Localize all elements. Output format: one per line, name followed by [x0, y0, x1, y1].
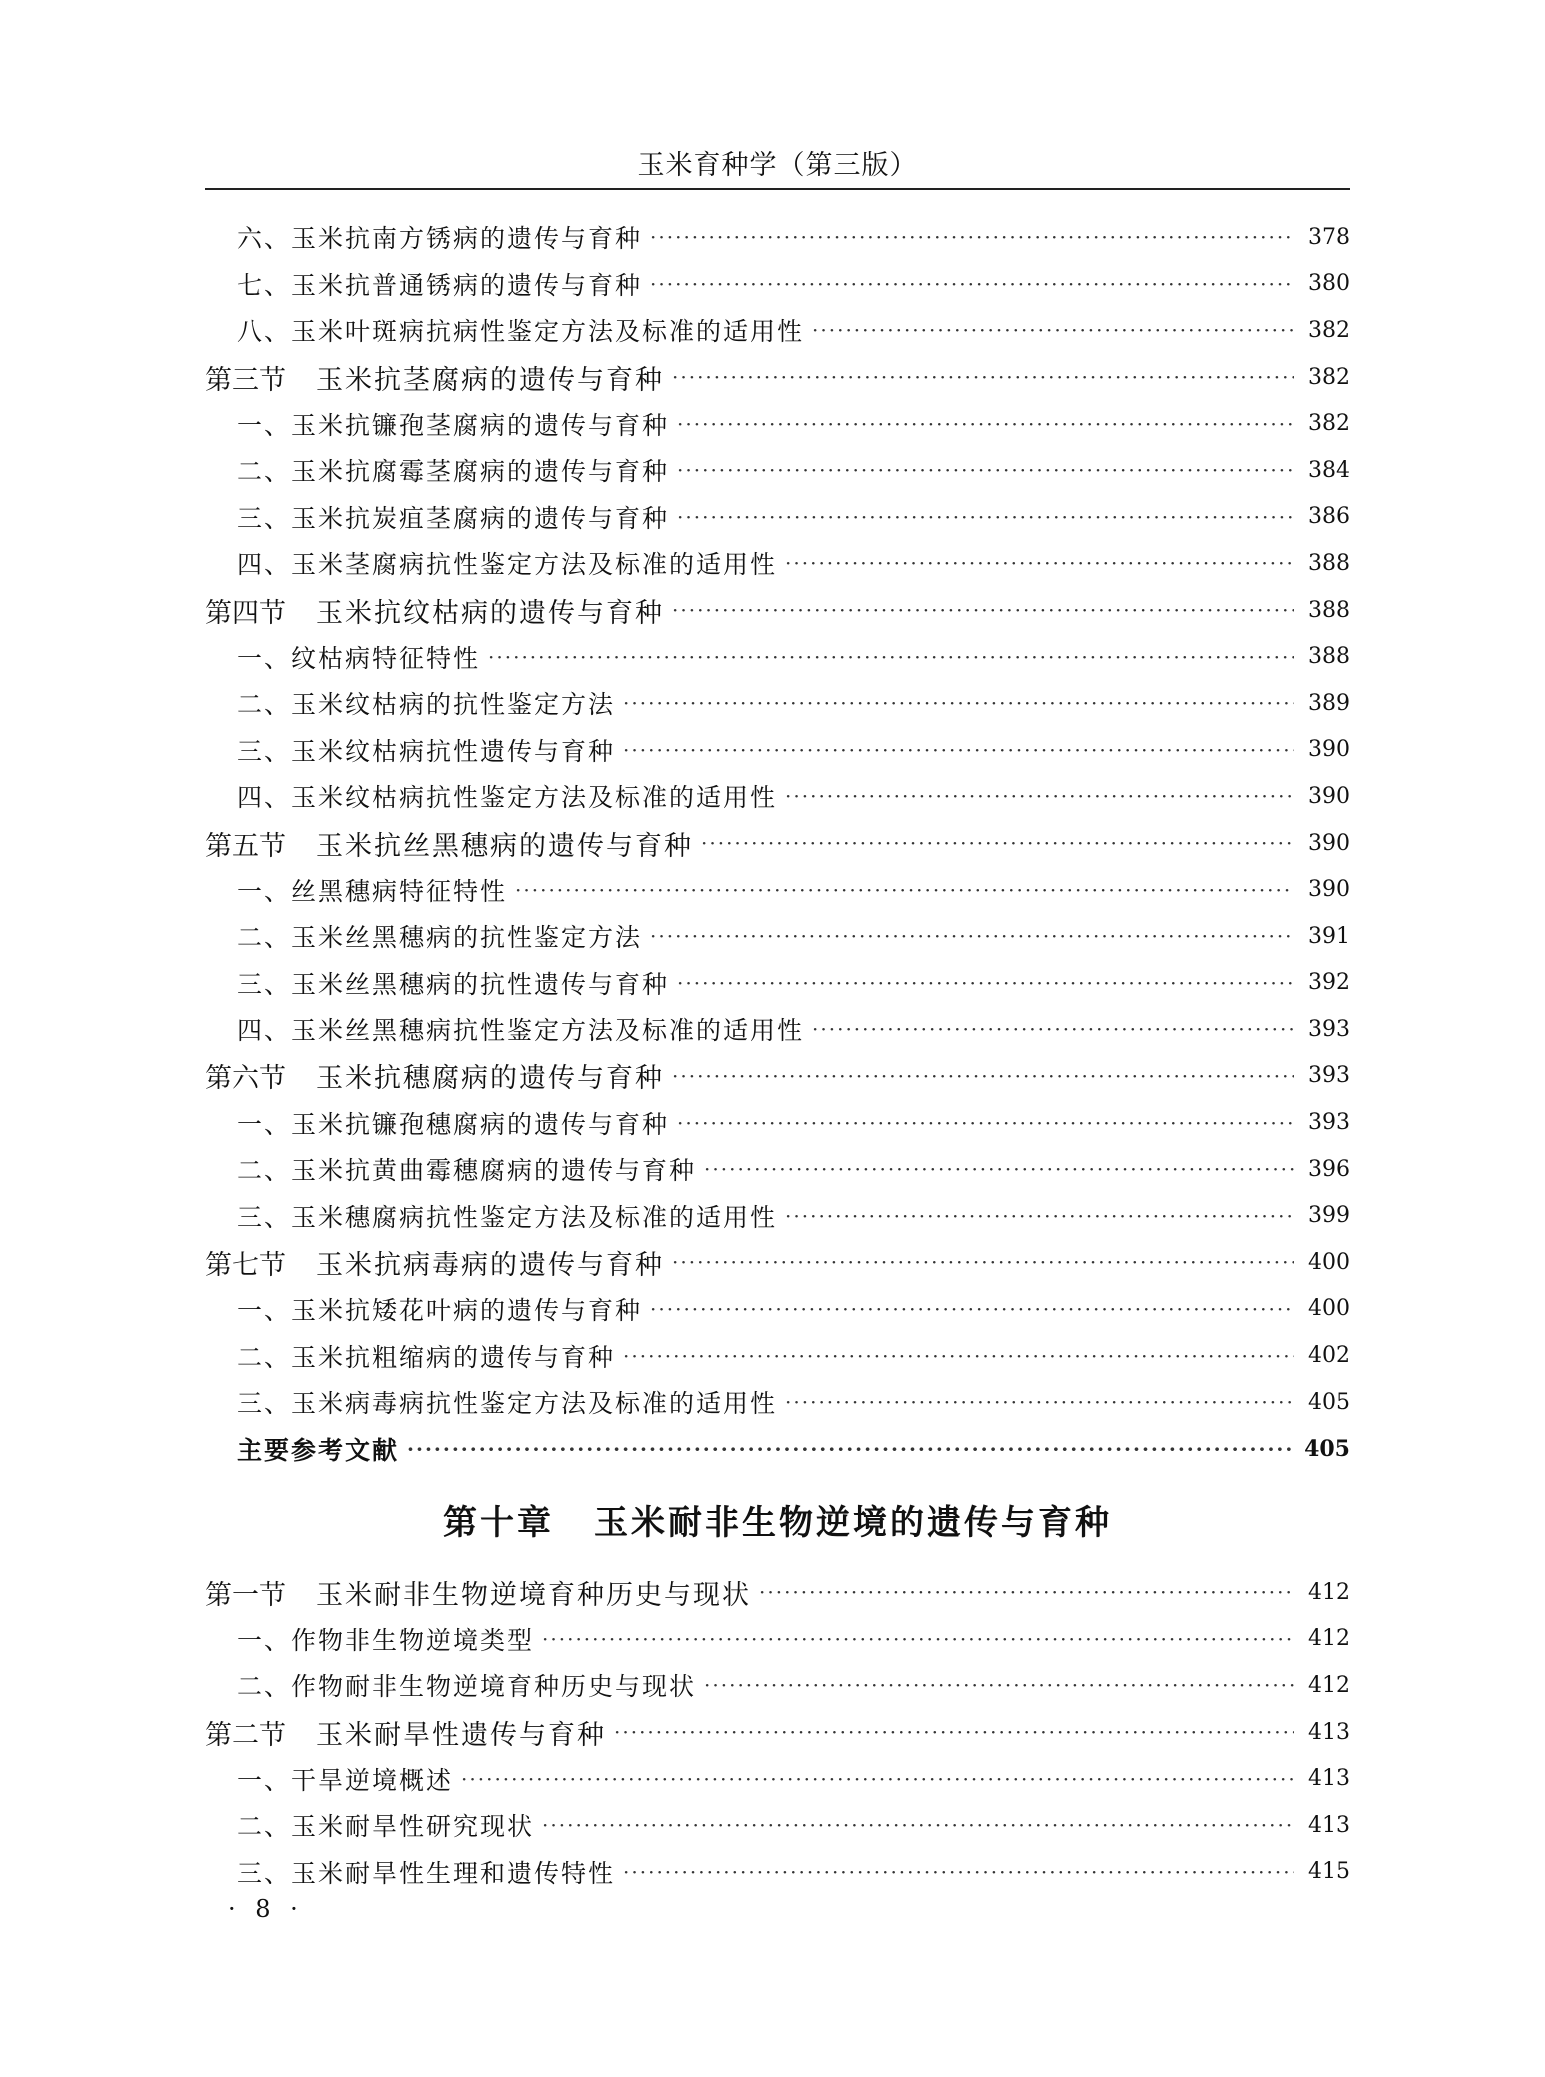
toc-entry-row [205, 1286, 1350, 1333]
toc-entry-title [237, 778, 777, 814]
toc-entry-text: 三、玉米耐旱性生理和遗传特性 [237, 1858, 616, 1888]
dot-leader [704, 1673, 1294, 1697]
toc-entry-title [237, 452, 669, 488]
toc-section-number: 第六节 [205, 1063, 286, 1095]
toc-entry-row [205, 261, 1350, 308]
toc-page-number: 413 [1308, 1719, 1350, 1745]
toc-entry-title [237, 1807, 534, 1843]
toc-entry-text: 三、玉米纹枯病抗性遗传与育种 [237, 736, 616, 766]
toc-entry-title [237, 1431, 399, 1467]
dot-leader [785, 1204, 1294, 1228]
dot-leader [672, 1064, 1294, 1088]
dot-leader [785, 551, 1294, 575]
toc-entry-text: 三、玉米病毒病抗性鉴定方法及标准的适用性 [237, 1389, 778, 1419]
toc-entry-row [205, 1192, 1350, 1239]
toc-page-number: 388 [1308, 550, 1350, 576]
toc-entry-text: 玉米抗纹枯病的遗传与育种 [316, 597, 664, 629]
toc-entry-title [237, 918, 642, 954]
toc-entry-row [205, 494, 1350, 541]
toc-page-number: 389 [1308, 690, 1350, 716]
toc-entry-row [205, 214, 1350, 261]
dot-leader [677, 458, 1294, 482]
toc-entry-row [205, 1006, 1350, 1053]
toc-entry-title [205, 1056, 664, 1095]
toc-entry-row [205, 1379, 1350, 1426]
toc-entry-title [205, 824, 693, 863]
toc-entry-row [205, 1802, 1350, 1849]
toc-page-number: 382 [1308, 317, 1350, 343]
toc-page-number: 413 [1308, 1766, 1350, 1792]
toc-entry-text: 玉米抗茎腐病的遗传与育种 [316, 364, 664, 396]
toc-page-number: 405 [1304, 1435, 1350, 1462]
dot-leader [672, 1250, 1294, 1274]
toc-section-number: 第三节 [205, 364, 286, 396]
toc-list-lower [205, 1569, 1350, 1895]
dot-leader [515, 878, 1294, 902]
toc-entry-row [205, 773, 1350, 820]
toc-page-number: 393 [1308, 1016, 1350, 1042]
toc-section-row [205, 1569, 1350, 1616]
toc-section-row [205, 820, 1350, 867]
toc-entry-row [205, 1849, 1350, 1896]
toc-page-number: 388 [1308, 597, 1350, 623]
toc-entry-text: 二、玉米丝黑穗病的抗性鉴定方法 [237, 923, 643, 953]
dot-leader [677, 412, 1294, 436]
toc-page-number: 382 [1308, 411, 1350, 437]
toc-entry-text: 一、玉米抗矮花叶病的遗传与育种 [237, 1295, 643, 1325]
toc-entry-row [205, 1332, 1350, 1379]
toc-entry-title [237, 1621, 534, 1657]
toc-entry-title [237, 1105, 669, 1141]
dot-leader [650, 225, 1294, 249]
dot-leader [672, 365, 1294, 389]
toc-entry-row [205, 680, 1350, 727]
toc-entry-row [205, 1146, 1350, 1193]
toc-entry-text: 玉米抗丝黑穗病的遗传与育种 [316, 830, 693, 862]
toc-entry-text: 二、玉米抗黄曲霉穗腐病的遗传与育种 [237, 1156, 697, 1186]
toc-entry-text: 二、作物耐非生物逆境育种历史与现状 [237, 1672, 697, 1702]
toc-entry-text: 玉米抗病毒病的遗传与育种 [316, 1249, 664, 1281]
toc-entry-title [237, 1011, 804, 1047]
toc-entry-text: 二、玉米纹枯病的抗性鉴定方法 [237, 690, 616, 720]
toc-entry-title [237, 406, 669, 442]
dot-leader [672, 598, 1294, 622]
toc-entry-row [205, 400, 1350, 447]
toc-section-row [205, 354, 1350, 401]
toc-entry-text: 四、玉米茎腐病抗性鉴定方法及标准的适用性 [237, 550, 778, 580]
toc-entry-text: 六、玉米抗南方锈病的遗传与育种 [237, 224, 643, 254]
dot-leader [812, 318, 1294, 342]
toc-entry-title [237, 219, 642, 255]
toc-entry-title [237, 1667, 696, 1703]
toc-entry-row [205, 307, 1350, 354]
toc-list-upper [205, 214, 1350, 1472]
toc-entry-title [237, 1854, 615, 1890]
toc-section-row [205, 587, 1350, 634]
dot-leader [650, 924, 1294, 948]
toc-page-number: 388 [1308, 644, 1350, 670]
toc-entry-title [237, 312, 804, 348]
toc-entry-title [237, 266, 642, 302]
toc-entry-text: 七、玉米抗普通锈病的遗传与育种 [237, 270, 643, 300]
toc-entry-text: 一、纹枯病特征特性 [237, 643, 481, 673]
toc-page-number: 384 [1308, 457, 1350, 483]
toc-section-number: 第七节 [205, 1249, 286, 1281]
toc-entry-text: 一、作物非生物逆境类型 [237, 1625, 535, 1655]
toc-entry-text: 一、玉米抗镰孢穗腐病的遗传与育种 [237, 1109, 670, 1139]
dot-leader [785, 1390, 1294, 1414]
toc-section-row [205, 1239, 1350, 1286]
toc-entry-row [205, 727, 1350, 774]
toc-entry-title [237, 1198, 777, 1234]
dot-leader [701, 831, 1294, 855]
dot-leader [785, 784, 1294, 808]
dot-leader [461, 1767, 1294, 1791]
dot-leader [407, 1437, 1294, 1461]
toc-page-number: 390 [1308, 737, 1350, 763]
toc-entry-text: 三、玉米穗腐病抗性鉴定方法及标准的适用性 [237, 1202, 778, 1232]
dot-leader [677, 971, 1294, 995]
toc-page-number: 400 [1308, 1296, 1350, 1322]
toc-entry-title [237, 872, 507, 908]
toc-entry-text: 三、玉米抗炭疽茎腐病的遗传与育种 [237, 503, 670, 533]
toc-page-number: 402 [1308, 1343, 1350, 1369]
dot-leader [677, 505, 1294, 529]
dot-leader [812, 1017, 1294, 1041]
toc-page-number: 386 [1308, 504, 1350, 530]
dot-leader [542, 1813, 1294, 1837]
dot-leader [759, 1580, 1294, 1604]
toc-entry-title [237, 1761, 453, 1797]
toc-section-row [205, 1053, 1350, 1100]
dot-leader [704, 1157, 1294, 1181]
running-header: 玉米育种学（第三版） [637, 150, 918, 181]
toc-entry-title [205, 591, 664, 630]
toc-entry-text: 主要参考文献 [237, 1435, 400, 1465]
toc-page-number: 391 [1308, 923, 1350, 949]
toc-entry-row [205, 960, 1350, 1007]
chapter-heading [205, 1495, 1350, 1544]
chapter-number: 第十章 [443, 1503, 554, 1543]
toc-page-number: 382 [1308, 364, 1350, 390]
toc-page-number: 393 [1308, 1110, 1350, 1136]
toc-page-number: 390 [1308, 877, 1350, 903]
toc-page-number: 392 [1308, 970, 1350, 996]
dot-leader [623, 1344, 1294, 1368]
toc-entry-title [205, 1243, 664, 1282]
dot-leader [677, 1111, 1294, 1135]
toc-page-number: 378 [1308, 224, 1350, 250]
toc-entry-title [237, 1291, 642, 1327]
toc-section-number: 第一节 [205, 1579, 286, 1611]
dot-leader [614, 1720, 1294, 1744]
chapter-title-text: 玉米耐非生物逆境的遗传与育种 [594, 1503, 1112, 1543]
toc-entry-title [237, 685, 615, 721]
dot-leader [650, 1297, 1294, 1321]
toc-entry-text: 玉米耐旱性遗传与育种 [316, 1719, 606, 1751]
toc-entry-title [237, 965, 669, 1001]
toc-entry-row [205, 540, 1350, 587]
toc-references-row [205, 1425, 1350, 1472]
toc-entry-row [205, 1662, 1350, 1709]
toc-entry-text: 八、玉米叶斑病抗病性鉴定方法及标准的适用性 [237, 317, 805, 347]
toc-entry-text: 四、玉米丝黑穗病抗性鉴定方法及标准的适用性 [237, 1016, 805, 1046]
dot-leader [650, 272, 1294, 296]
toc-entry-title [237, 1384, 777, 1420]
toc-entry-title [237, 545, 777, 581]
toc-page-number: 412 [1308, 1579, 1350, 1605]
toc-entry-row [205, 866, 1350, 913]
toc-page-number: 400 [1308, 1249, 1350, 1275]
toc-entry-text: 玉米耐非生物逆境育种历史与现状 [316, 1579, 751, 1611]
toc-entry-text: 玉米抗穗腐病的遗传与育种 [316, 1063, 664, 1095]
page-folio: · 8 · [228, 1895, 304, 1923]
toc-page-number: 390 [1308, 783, 1350, 809]
toc-entry-row [205, 913, 1350, 960]
dot-leader [623, 691, 1294, 715]
dot-leader [623, 1860, 1294, 1884]
toc-page-number: 380 [1308, 271, 1350, 297]
toc-entry-text: 二、玉米耐旱性研究现状 [237, 1812, 535, 1842]
toc-page-number: 413 [1308, 1812, 1350, 1838]
toc-entry-title [237, 1151, 696, 1187]
dot-leader [488, 645, 1294, 669]
header-rule [205, 188, 1350, 190]
toc-entry-row [205, 633, 1350, 680]
dot-leader [542, 1627, 1294, 1651]
toc-entry-text: 二、玉米抗腐霉茎腐病的遗传与育种 [237, 457, 670, 487]
toc-entry-text: 一、干旱逆境概述 [237, 1765, 454, 1795]
toc-entry-title [237, 499, 669, 535]
toc-entry-title [237, 732, 615, 768]
toc-page-number: 405 [1308, 1389, 1350, 1415]
toc-entry-text: 四、玉米纹枯病抗性鉴定方法及标准的适用性 [237, 783, 778, 813]
toc-entry-text: 三、玉米丝黑穗病的抗性遗传与育种 [237, 969, 670, 999]
toc-section-number: 第四节 [205, 597, 286, 629]
toc-page-number: 396 [1308, 1156, 1350, 1182]
toc-page-number: 399 [1308, 1203, 1350, 1229]
toc-page-number: 412 [1308, 1672, 1350, 1698]
toc-entry-row [205, 1616, 1350, 1663]
toc-entry-text: 一、玉米抗镰孢茎腐病的遗传与育种 [237, 410, 670, 440]
toc-entry-text: 二、玉米抗粗缩病的遗传与育种 [237, 1342, 616, 1372]
dot-leader [623, 738, 1294, 762]
toc-page-number: 412 [1308, 1626, 1350, 1652]
toc-section-number: 第二节 [205, 1719, 286, 1751]
toc-page-number: 390 [1308, 830, 1350, 856]
toc-entry-row [205, 1099, 1350, 1146]
toc-page-number: 415 [1308, 1859, 1350, 1885]
toc-entry-title [237, 1338, 615, 1374]
toc-entry-row [205, 447, 1350, 494]
toc-section-row [205, 1709, 1350, 1756]
toc-entry-row [205, 1755, 1350, 1802]
toc-entry-title [205, 1573, 751, 1612]
toc-page-number: 393 [1308, 1063, 1350, 1089]
toc-section-number: 第五节 [205, 830, 286, 862]
toc-entry-title [205, 1713, 606, 1752]
toc-entry-title [205, 358, 664, 397]
toc-entry-title [237, 639, 480, 675]
toc-entry-text: 一、丝黑穗病特征特性 [237, 876, 508, 906]
